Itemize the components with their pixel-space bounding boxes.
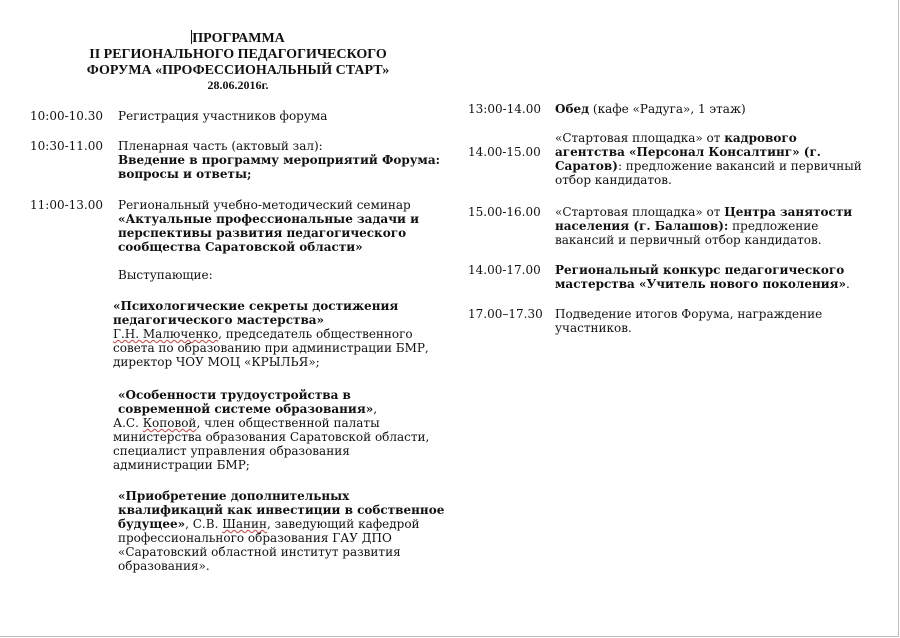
time-closing: 17.00–17.30	[468, 307, 543, 321]
speaker-1-topic: «Психологические секреты достижения педагогического мастерства»	[113, 299, 399, 327]
entry-text: .	[846, 277, 850, 291]
title-line-2: II РЕГИОНАЛЬНОГО ПЕДАГОГИЧЕСКОГО	[89, 47, 387, 62]
speaker-3-details: , заведующий кафедрой профессионального образования ГАУ ДПО «Саратовский областной институт развития образования».	[118, 517, 420, 573]
title-line-1: ПРОГРАММА	[192, 31, 285, 46]
speaker-2-initials: А.С.	[113, 416, 143, 430]
speaker-2	[113, 388, 443, 472]
seminar-title: «Актуальные профессиональные задачи и перспективы развития педагогического сообщества Саратовской области»	[118, 212, 419, 254]
time-contest: 14.00-17.00	[468, 263, 541, 277]
entry-text: «Стартовая площадка» от	[555, 205, 725, 219]
title-line-3: ФОРУМА «ПРОФЕССИОНАЛЬНЫЙ СТАРТ»	[86, 63, 390, 78]
time-seminar: 11:00-13.00	[30, 198, 103, 212]
entry-bold-text: Введение в программу мероприятий Форума: вопросы и ответы;	[118, 153, 441, 181]
document-title	[38, 30, 438, 92]
entry-start-platform-1	[555, 131, 870, 187]
speaker-2-comma: ,	[373, 402, 378, 416]
entry-text: Региональный учебно-методический семинар	[118, 198, 411, 212]
entry-text: Регистрация участников форума	[118, 109, 328, 123]
time-lunch: 13:00-14.00	[468, 102, 541, 116]
entry-start-platform-2	[555, 205, 875, 247]
speaker-3-name: Шанин	[222, 517, 268, 531]
entry-bold-text: Обед	[555, 102, 590, 116]
speakers-label: Выступающие:	[118, 268, 213, 282]
entry-text: (кафе «Радуга», 1 этаж)	[589, 102, 746, 116]
speaker-1	[113, 299, 443, 369]
entry-text-2: : предложение вакансий и первичный отбор кандидатов.	[555, 159, 862, 187]
forum-date: 28.06.2016г.	[207, 78, 269, 92]
speaker-2-topic: «Особенности трудоустройства в современной системе образования»	[118, 388, 374, 416]
entry-plenary	[118, 139, 448, 181]
speaker-1-details: , председатель общественного совета по образованию при администрации БМР, директор ЧОУ МОЦ «КРЫЛЬЯ»;	[113, 327, 429, 369]
speaker-2-details: , член общественной палаты министерства образования Саратовской области, специалист управления образования администрации БМР;	[113, 416, 430, 472]
time-registration: 10:00-10.30	[30, 109, 103, 123]
entry-lunch	[555, 102, 875, 116]
entry-seminar	[118, 198, 438, 282]
time-start-platform-2: 15.00-16.00	[468, 205, 541, 219]
entry-contest	[555, 263, 855, 291]
entry-registration	[118, 109, 448, 123]
time-start-platform-1: 14.00-15.00	[468, 145, 541, 159]
entry-bold-text: Центра занятости населения (г. Балашов):	[555, 205, 853, 233]
entry-text: «Стартовая площадка» от	[555, 131, 725, 145]
entry-bold-text: кадрового агентства «Персонал Консалтинг» (г. Саратов)	[555, 131, 821, 173]
speaker-2-name: Коповой	[142, 416, 197, 430]
entry-text: Пленарная часть (актовый зал):	[118, 139, 323, 153]
speaker-3-topic: «Приобретение дополнительных квалификаций как инвестиции в собственное будущее»	[118, 489, 445, 531]
entry-text: Подведение итогов Форума, награждение участников.	[555, 307, 823, 335]
speaker-3	[118, 489, 448, 573]
speaker-3-initials: , С.В.	[185, 517, 223, 531]
time-plenary: 10:30-11.00	[30, 139, 103, 153]
entry-closing	[555, 307, 835, 335]
entry-bold-text: Региональный конкурс педагогического мастерства «Учитель нового поколения»	[555, 263, 847, 291]
speaker-1-name: Г.Н. Малюченко	[113, 327, 219, 341]
entry-text-2: предложение вакансий и первичный отбор кандидатов.	[555, 219, 822, 247]
